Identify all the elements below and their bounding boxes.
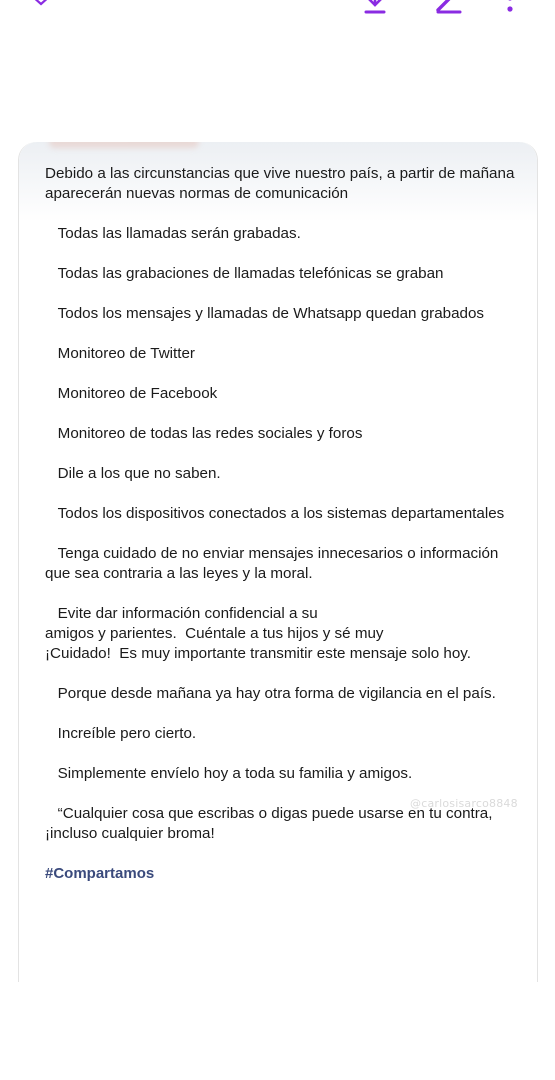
post-card [18, 142, 538, 982]
download-icon[interactable] [362, 0, 388, 18]
post-content [45, 164, 521, 884]
post-paragraph: Porque desde mañana ya hay otra forma de vigilancia en el país. [45, 685, 496, 702]
post-paragraph: Dile a los que no saben. [45, 465, 221, 482]
blurred-author-name [49, 142, 199, 148]
hashtag-link[interactable]: #Compartamos [45, 865, 155, 882]
post-paragraph: Monitoreo de Facebook [45, 385, 218, 402]
post-paragraph: Increíble pero cierto. [45, 725, 197, 742]
post-paragraph: Todas las llamadas serán grabadas. [45, 225, 301, 242]
post-paragraph: Monitoreo de todas las redes sociales y foros [45, 425, 363, 442]
post-intro: Debido a las circunstancias que vive nuestro país, a partir de mañana aparecerán nuevas normas de comunicación [45, 165, 519, 202]
close-icon[interactable] [28, 0, 54, 16]
more-vertical-icon[interactable] [504, 0, 516, 16]
post-paragraph: Todos los mensajes y llamadas de Whatsapp quedan grabados [45, 305, 485, 322]
post-paragraph: Monitoreo de Twitter [45, 345, 195, 362]
post-paragraph: Todos los dispositivos conectados a los sistemas departamentales [45, 505, 505, 522]
post-paragraph: “Cualquier cosa que escribas o digas puede usarse en tu contra, ¡incluso cualquier broma! [45, 805, 497, 842]
top-toolbar [0, 0, 555, 40]
edit-icon[interactable] [432, 0, 466, 18]
post-paragraph: Todas las grabaciones de llamadas telefónicas se graban [45, 265, 444, 282]
post-paragraph: Tenga cuidado de no enviar mensajes innecesarios o información que sea contraria a las leyes y la moral. [45, 545, 503, 582]
watermark: @carlosisarco8848 [410, 797, 518, 810]
post-paragraph: Simplemente envíelo hoy a toda su familia y amigos. [45, 765, 413, 782]
post-paragraph: Evite dar información confidencial a su amigos y parientes. Cuéntale a tus hijos y sé muy ¡Cuidado! Es muy importante transmitir este mensaje solo hoy. [45, 605, 471, 662]
